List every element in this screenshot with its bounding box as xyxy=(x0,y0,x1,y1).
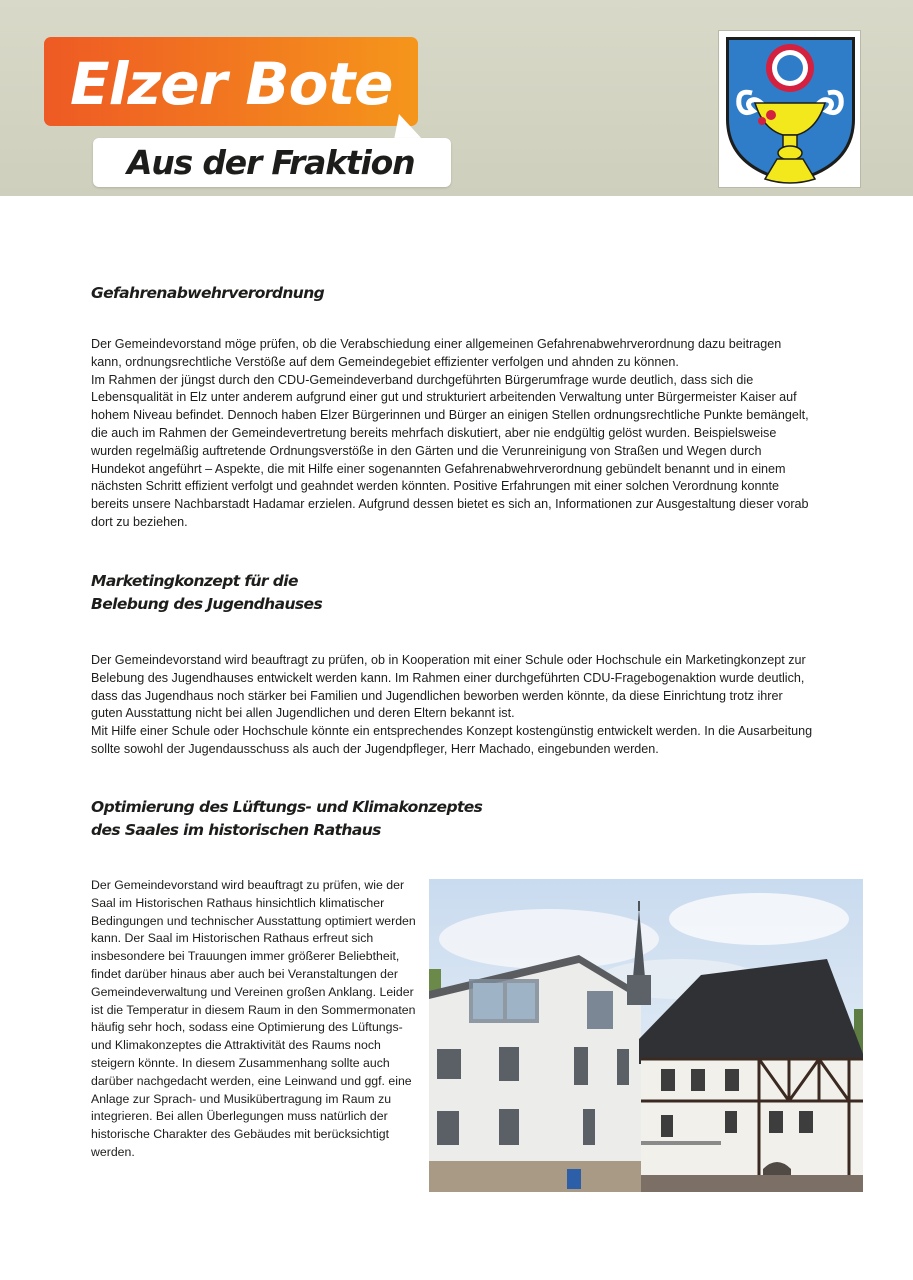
municipal-coat-of-arms-chalice-icon xyxy=(719,31,862,189)
section-title: Marketingkonzept für die Belebung des Jugendhauses xyxy=(91,572,323,613)
section-body: Der Gemeindevorstand möge prüfen, ob die Verabschiedung einer allgemeinen Gefahrenabwehrverordnung dazu beitragen kann, ordnungsrechtliche Verstöße auf dem Gemeindegebiet effizienter verfolgen und ahnden zu können. Im Rahmen der jüngst durch den CDU-Gemeindeverband durchgeführten Bürgerumfrage wurde deutlich, dass sich die Lebensqualität in Elz unter anderem aufgrund einer gut und strukturiert arbeitenden Verwaltung unter Bürgermeister Kaiser auf hohem Niveau befindet. Dennoch haben Elzer Bürgerinnen und Bürger an einigen Stellen ordnungsrechtliche Punkte bemängelt, die auch im Rahmen der Gemeindevertretung bereits mehrfach diskutiert, aber nie endgültig gelöst wurden. Beispielsweise wurden regelmäßig auftretende Ordnungsverstöße in den Gärten und die Verunreinigung von Straßen und Wegen durch Hundekot angeführt – Aspekte, die mit Hilfe einer sogenannten Gefahrenabwehrverordnung gebündelt benannt und in einem nächsten Schritt effizient verfolgt und geahndet werden könnten. Positive Erfahrungen mit einer solchen Verordnung konnte bereits unsere Nachbarstadt Hadamar erzielen. Aufgrund dessen bietet es sich an, Informationen zur Ausgestaltung dieser vorab dort zu beziehen. xyxy=(91,337,809,529)
section-subtitle: Aus der Fraktion xyxy=(127,143,415,182)
section-body: Der Gemeindevorstand wird beauftragt zu prüfen, ob in Kooperation mit einer Schule oder Hochschule ein Marketingkonzept zur Belebung des Jugendhauses entwickelt werden kann. Im Rahmen einer durchgeführten CDU-Fragebogenaktion wurde deutlich, dass das Jugendhaus noch stärker bei Familien und Jugendlichen beworben werden könnte, da diese Einrichtung trotz ihrer guten Ausstattung nicht bei allen Jugendlichen und deren Eltern bekannt ist. Mit Hilfe einer Schule oder Hochschule könnte ein entsprechendes Konzept kostengünstig entwickelt werden. In die Ausarbeitung sollte sowohl der Jugendausschuss als auch der Jugendpfleger, Herr Machado, eingebunden werden. xyxy=(91,653,813,756)
historic-town-hall-photo-icon xyxy=(429,879,863,1192)
section-body: Der Gemeindevorstand wird beauftragt zu prüfen, wie der Saal im Historischen Rathaus hinsichtlich klimatischer Bedingungen und technischer Ausstattung optimiert werden kann. Der Saal im Historischen Rathaus erfreut sich insbesondere bei Trauungen immer größerer Beliebtheit, findet darüber hinaus aber auch bei Veranstaltungen der Gemeindeverwaltung und Vereinen großen Anklang. Leider ist die Temperatur in diesem Raum in den Sommermonaten häufig sehr hoch, sodass eine Optimierung des Lüftungs- und Klimakonzeptes die Attraktivität des Raums noch steigern könnte. In diesem Zusammenhang sollte auch darüber nachgedacht werden, eine Leinwand und ggf. eine Anlage zur Sprach- und Musikübertragung im Raum zu integrieren. Bei allen Überlegungen muss natürlich der historische Charakter des Gebäudes mit berücksichtigt werden. xyxy=(91,878,416,1159)
newsletter-title: Elzer Bote xyxy=(70,50,393,118)
section-title: Optimierung des Lüftungs- und Klimakonzeptes des Saales im historischen Rathaus xyxy=(91,798,483,839)
section-title: Gefahrenabwehrverordnung xyxy=(91,284,325,302)
historic-town-hall-photo xyxy=(429,879,863,1192)
speech-bubble-tail xyxy=(394,114,423,140)
coat-of-arms-frame xyxy=(718,30,861,188)
